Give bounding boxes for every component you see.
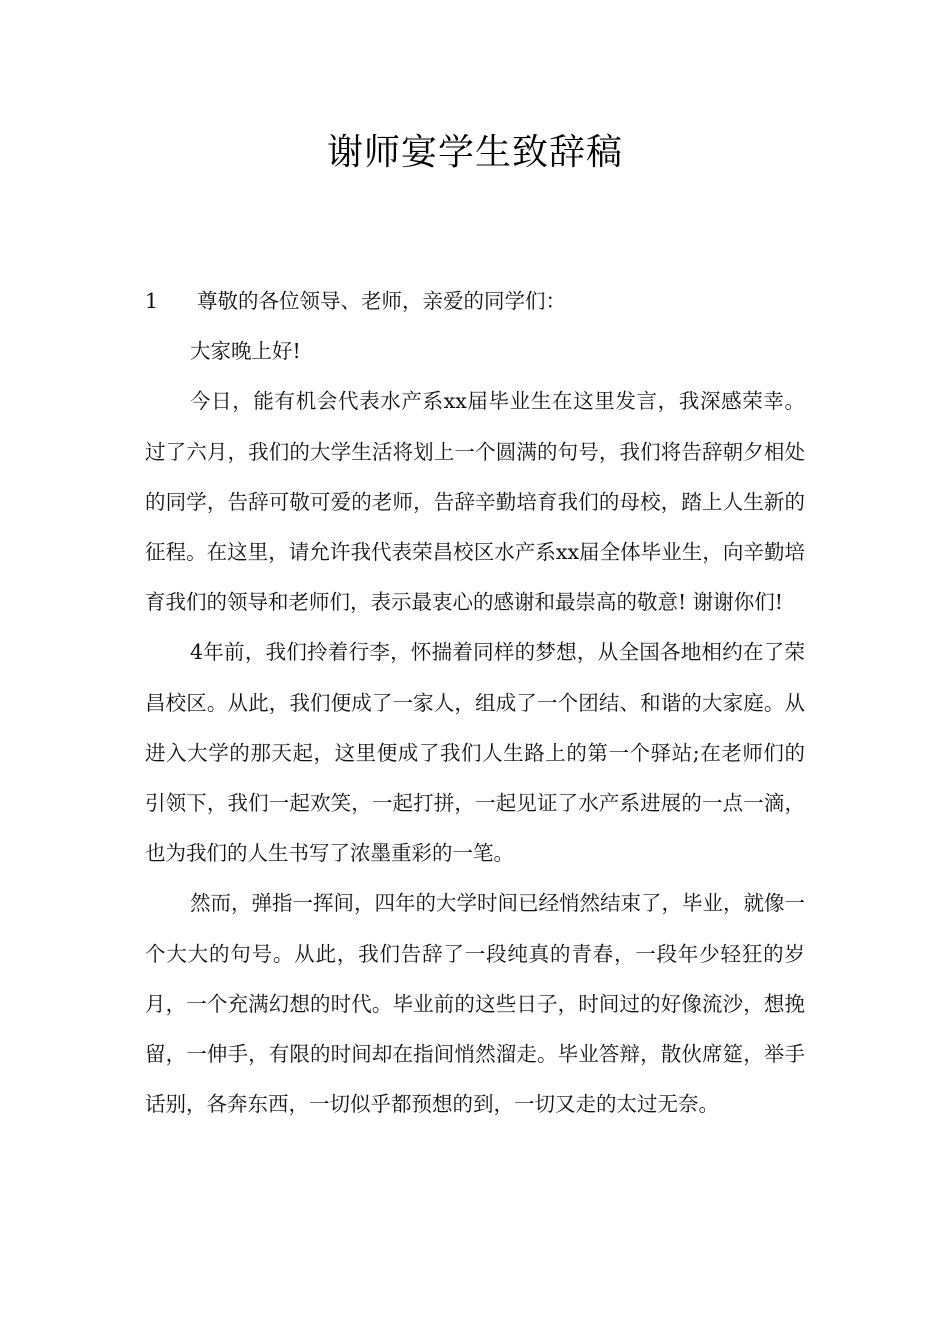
paragraph-thanks: 今日，能有机会代表水产系xx届毕业生在这里发言，我深感荣幸。过了六月，我们的大学生活将划上一个圆满的句号，我们将告辞朝夕相处的同学，告辞可敬可爱的老师，告辞辛勤培育我们的母校，踏上人生新的征程。在这里，请允许我代表荣昌校区水产系xx届全体毕业生，向辛勤培育我们的领导和老师们，表示最衷心的感谢和最崇高的敬意! 谢谢你们! [145, 389, 805, 615]
greeting-line [145, 276, 805, 326]
document-body [145, 276, 805, 1129]
paragraph-memories: 4年前，我们拎着行李，怀揣着同样的梦想，从全国各地相约在了荣昌校区。从此，我们便成了一家人，组成了一个团结、和谐的大家庭。从进入大学的那天起，这里便成了我们人生路上的第一个驿站;在老师们的引领下，我们一起欢笑，一起打拼，一起见证了水产系进展的一点一滴，也为我们的人生书写了浓墨重彩的一笔。 [145, 640, 805, 866]
paragraph-farewell: 然而，弹指一挥间，四年的大学时间已经悄然结束了，毕业，就像一个大大的句号。从此，我们告辞了一段纯真的青春，一段年少轻狂的岁月，一个充满幻想的时代。毕业前的这些日子，时间过的好像流沙，想挽留，一伸手，有限的时间却在指间悄然溜走。毕业答辩，散伙席筵，举手话别，各奔东西，一切似乎都预想的到，一切又走的太过无奈。 [145, 891, 805, 1117]
paragraph-salutation: 大家晚上好! [190, 339, 301, 364]
greeting-text: 尊敬的各位领导、老师，亲爱的同学们： [197, 289, 566, 313]
list-number: 1 [145, 289, 159, 313]
document-title: 谢师宴学生致辞稿 [326, 132, 623, 173]
